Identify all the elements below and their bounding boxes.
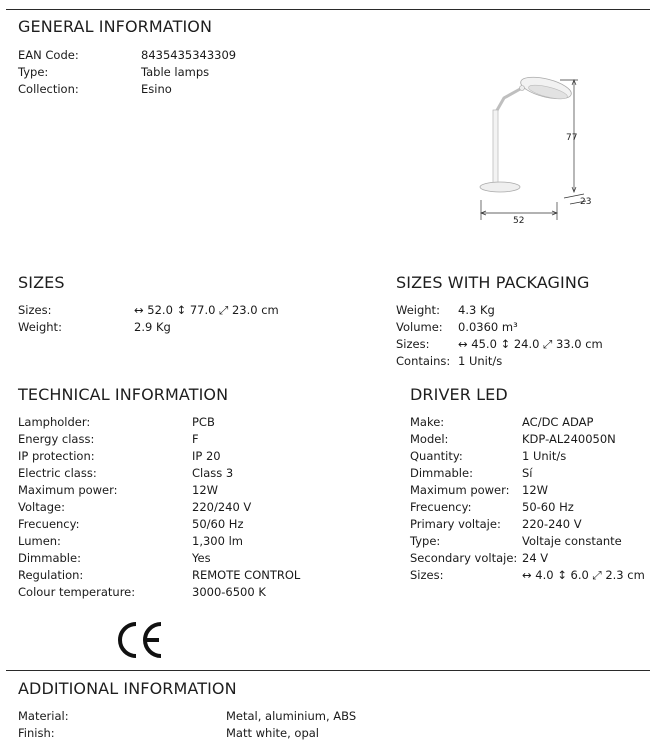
- driver-label: Frecuency:: [410, 500, 472, 514]
- technical-value: REMOTE CONTROL: [192, 568, 301, 582]
- driver-value: ↔ 4.0 ↕ 6.0 ⤢ 2.3 cm: [522, 568, 645, 582]
- general-label: Type:: [18, 65, 49, 79]
- packaging-label: Sizes:: [396, 337, 430, 351]
- driver-value: 1 Unit/s: [522, 449, 567, 463]
- technical-label: Voltage:: [18, 500, 66, 514]
- technical-information-heading: TECHNICAL INFORMATION: [18, 385, 229, 404]
- driver-value: 50-60 Hz: [522, 500, 574, 514]
- technical-label: Maximum power:: [18, 483, 118, 497]
- sizes-value: ↔ 52.0 ↕ 77.0 ⤢ 23.0 cm: [134, 303, 279, 317]
- technical-value: 220/240 V: [192, 500, 252, 514]
- general-value: Esino: [141, 82, 172, 96]
- packaging-label: Weight:: [396, 303, 440, 317]
- lamp-head: [519, 73, 574, 103]
- ce-mark-icon: [117, 620, 165, 660]
- sizes-value: 2.9 Kg: [134, 320, 171, 334]
- technical-value: Yes: [192, 551, 211, 565]
- technical-value: PCB: [192, 415, 215, 429]
- lamp-stem: [493, 110, 498, 186]
- general-value: 8435435343309: [141, 48, 237, 62]
- additional-value: Matt white, opal: [226, 726, 320, 740]
- technical-label: Energy class:: [18, 432, 95, 446]
- packaging-label: Contains:: [396, 354, 451, 368]
- packaging-label: Volume:: [396, 320, 443, 334]
- technical-label: Frecuency:: [18, 517, 80, 531]
- height-label: 77: [566, 133, 578, 143]
- driver-value: 220-240 V: [522, 517, 582, 531]
- driver-label: Primary voltaje:: [410, 517, 501, 531]
- sizes-label: Sizes:: [18, 303, 52, 317]
- driver-value: AC/DC ADAP: [522, 415, 594, 429]
- packaging-value: 1 Unit/s: [458, 354, 503, 368]
- driver-label: Quantity:: [410, 449, 463, 463]
- driver-led-heading: DRIVER LED: [410, 385, 508, 404]
- technical-label: Regulation:: [18, 568, 84, 582]
- technical-value: F: [192, 432, 199, 446]
- driver-value: Sí: [522, 466, 533, 480]
- technical-value: 50/60 Hz: [192, 517, 244, 531]
- technical-value: 3000-6500 K: [192, 585, 266, 599]
- additional-label: Finish:: [18, 726, 55, 740]
- general-label: EAN Code:: [18, 48, 79, 62]
- general-label: Collection:: [18, 82, 79, 96]
- packaging-value: 0.0360 m³: [458, 320, 518, 334]
- technical-value: Class 3: [192, 466, 234, 480]
- additional-label: Material:: [18, 709, 69, 723]
- technical-label: Electric class:: [18, 466, 97, 480]
- driver-label: Maximum power:: [410, 483, 510, 497]
- driver-value: Voltaje constante: [522, 534, 622, 548]
- lamp-base: [480, 182, 520, 192]
- additional-information-heading: ADDITIONAL INFORMATION: [18, 679, 237, 698]
- sizes-packaging-heading: SIZES WITH PACKAGING: [396, 273, 590, 292]
- technical-value: 1,300 lm: [192, 534, 243, 548]
- driver-label: Make:: [410, 415, 445, 429]
- packaging-value: ↔ 45.0 ↕ 24.0 ⤢ 33.0 cm: [458, 337, 603, 351]
- technical-label: Lampholder:: [18, 415, 91, 429]
- width-label: 52: [513, 216, 525, 225]
- driver-label: Dimmable:: [410, 466, 473, 480]
- general-information-heading: GENERAL INFORMATION: [18, 17, 213, 36]
- driver-label: Type:: [410, 534, 441, 548]
- driver-value: 24 V: [522, 551, 549, 565]
- driver-label: Secondary voltaje:: [410, 551, 518, 565]
- packaging-value: 4.3 Kg: [458, 303, 495, 317]
- top-divider: [6, 9, 650, 10]
- technical-label: Dimmable:: [18, 551, 81, 565]
- lamp-dimension-drawing: [462, 70, 602, 225]
- driver-value: 12W: [522, 483, 549, 497]
- depth-label: 23: [580, 197, 592, 207]
- technical-value: 12W: [192, 483, 219, 497]
- sizes-label: Weight:: [18, 320, 62, 334]
- technical-label: Lumen:: [18, 534, 61, 548]
- technical-value: IP 20: [192, 449, 221, 463]
- additional-divider: [6, 670, 650, 671]
- general-value: Table lamps: [141, 65, 210, 79]
- sizes-heading: SIZES: [18, 273, 65, 292]
- additional-value: Metal, aluminium, ABS: [226, 709, 357, 723]
- driver-label: Model:: [410, 432, 449, 446]
- lamp-arm: [496, 88, 522, 112]
- technical-label: Colour temperature:: [18, 585, 136, 599]
- driver-label: Sizes:: [410, 568, 444, 582]
- technical-label: IP protection:: [18, 449, 95, 463]
- driver-value: KDP-AL240050N: [522, 432, 616, 446]
